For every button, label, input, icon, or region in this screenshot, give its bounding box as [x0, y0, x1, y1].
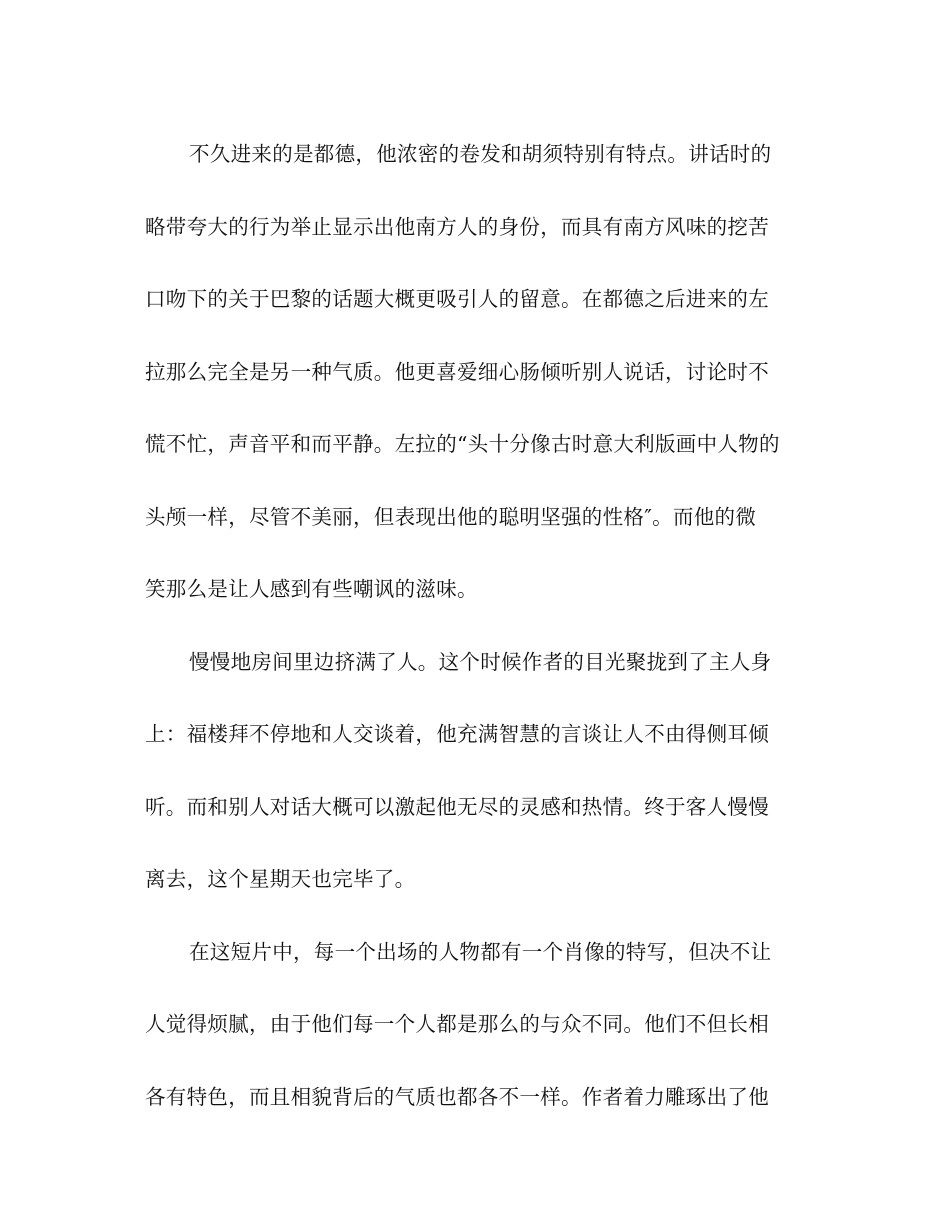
paragraph-2	[145, 626, 805, 916]
text-line: 人觉得烦腻，由于他们每一个人都是那么的与众不同。他们不但长相	[145, 1012, 769, 1036]
text-line: 各有特色，而且相貌背后的气质也都各不一样。作者着力雕琢出了他	[145, 1084, 769, 1109]
text-line: 笑那么是让人感到有些嘲讽的滋味。	[145, 577, 478, 601]
text-line: 慌不忙，声音平和而平静。左拉的“头十分像古时意大利版画中人物的	[145, 432, 780, 456]
text-line: 慢慢地房间里边挤满了人。这个时候作者的目光聚拢到了主人身	[189, 649, 772, 674]
body-text	[145, 118, 805, 1133]
paragraph-3	[145, 916, 805, 1134]
text-line: 在这短片中，每一个出场的人物都有一个肖像的特写，但决不让	[189, 939, 772, 964]
text-line: 略带夸大的行为举止显示出他南方人的身份，而具有南方风味的挖苦	[145, 214, 769, 239]
text-line: 听。而和别人对话大概可以激起他无尽的灵感和热情。终于客人慢慢	[145, 794, 769, 819]
text-line: 上：福楼拜不停地和人交谈着，他充满智慧的言谈让人不由得侧耳倾	[145, 722, 769, 746]
text-line: 不久进来的是都德，他浓密的卷发和胡须特别有特点。讲话时的	[189, 142, 772, 166]
paragraph-1	[145, 118, 805, 626]
text-line: 离去，这个星期天也完毕了。	[145, 867, 416, 891]
text-line: 头颅一样，尽管不美丽，但表现出他的聪明坚强的性格″。而他的微	[145, 504, 757, 529]
text-line: 口吻下的关于巴黎的话题大概更吸引人的留意。在都德之后进来的左	[145, 287, 769, 311]
text-line: 拉那么完全是另一种气质。他更喜爱细心肠倾听别人说话，讨论时不	[145, 359, 769, 384]
